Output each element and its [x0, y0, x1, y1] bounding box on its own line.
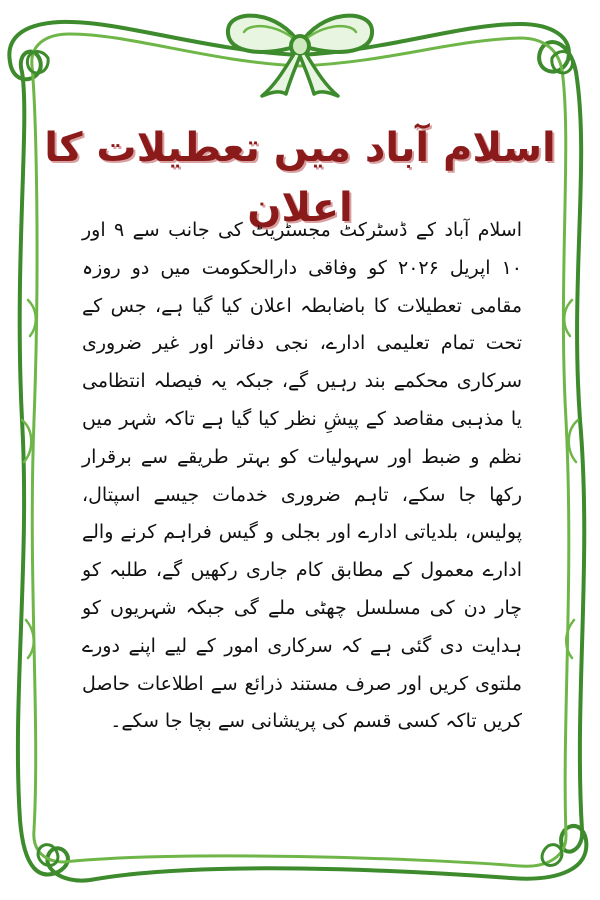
notice-body: اسلام آباد کے ڈسٹرکٹ مجسٹریٹ کی جانب سے ۹ اور ۱۰ اپریل ۲۰۲۶ کو وفاقی دارالحکومت میں دو روزہ مقامی تعطیلات کا باضابطہ اعلان کیا گیا ہے، جس کے تحت تمام تعلیمی ادارے، نجی دفاتر اور غیر ضروری سرکاری محکمے بند رہیں گے، جبکہ یہ فیصلہ انتظامی یا مذہبی مقاصد کے پیشِ نظر کیا گیا ہے تاکہ شہر میں نظم و ضبط اور سہولیات کو بہتر طریقے سے برقرار رکھا جا سکے، تاہم ضروری خدمات جیسے اسپتال، پولیس، بلدیاتی ادارے اور بجلی و گیس فراہم کرنے والے ادارے معمول کے مطابق کام جاری رکھیں گے، طلبہ کو چار دن کی مسلسل چھٹی ملے گی جبکہ شہریوں کو ہدایت دی گئی ہے کہ سرکاری امور کے لیے اپنے دورے ملتوی کریں اور صرف مستند ذرائع سے اطلاعات حاصل کریں تاکہ کسی قسم کی پریشانی سے بچا جا سکے۔	[82, 219, 522, 733]
notice-title: اسلام آباد میں تعطیلات کا اعلان	[44, 125, 556, 231]
bow-left-tail	[262, 54, 300, 96]
bow-right-tail	[300, 54, 338, 96]
